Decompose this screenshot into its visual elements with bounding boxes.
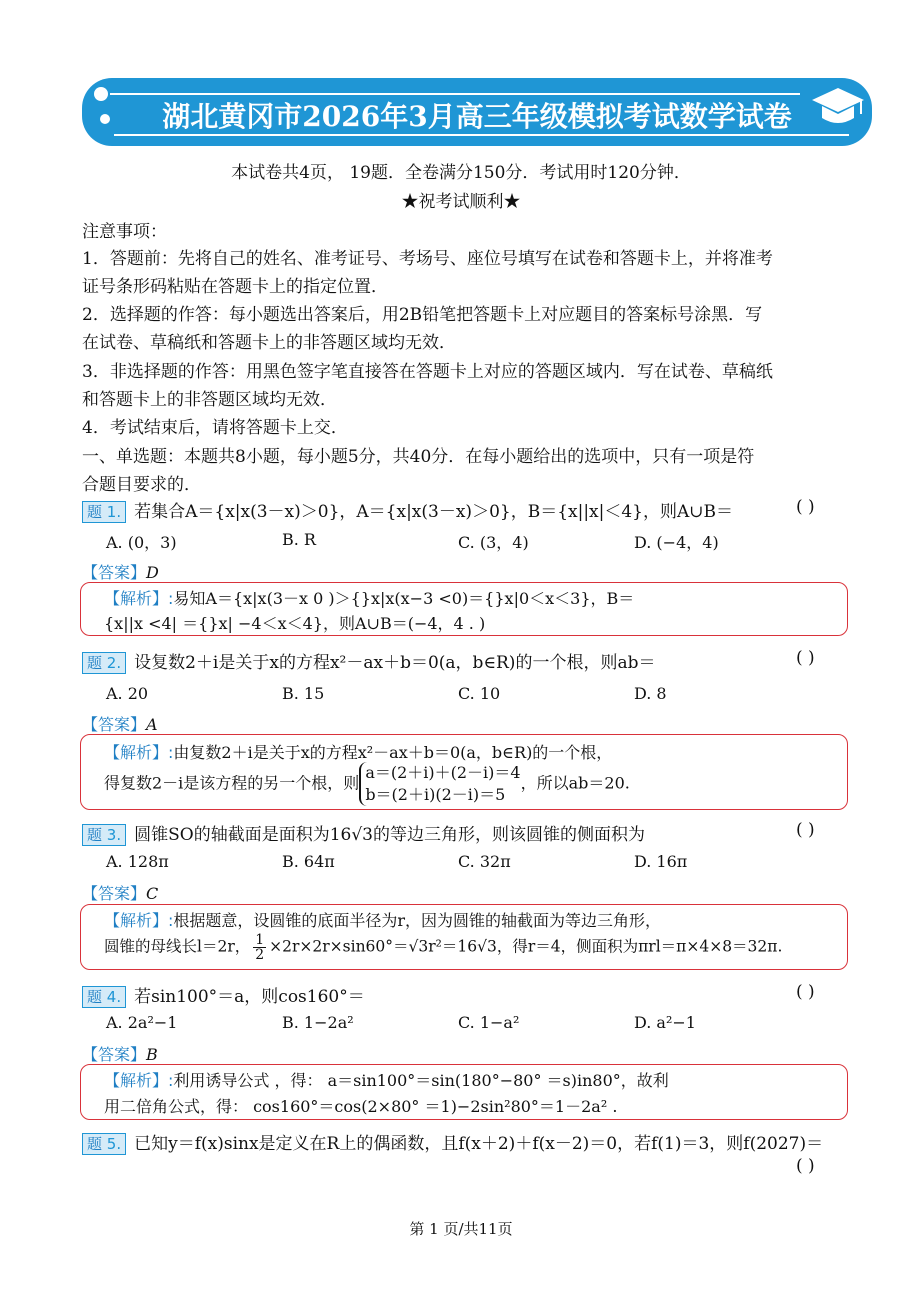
answer-paren: ( ): [796, 1156, 815, 1176]
option-c: C. 10: [458, 684, 501, 703]
question-4: [82, 982, 365, 1008]
answer-line: 【答案】A: [82, 715, 158, 734]
answer-paren: ( ): [796, 982, 815, 1002]
notice-title: 注意事项：: [82, 222, 167, 242]
answer-line: 【答案】D: [82, 563, 159, 582]
notice-2a: 2．选择题的作答：每小题选出答案后，用2B铅笔把答题卡上对应题目的答案标号涂黑．写: [82, 305, 763, 325]
answer-paren: ( ): [796, 820, 815, 840]
section-1-header-b: 合题目要求的．: [82, 475, 201, 495]
solution-line-1: 【解析】:易知A＝{x|x(3－x 0 )＞{}x|x(x−3 <0)＝{}x|0＜x＜3}，B＝: [104, 589, 635, 608]
option-a: A. 128π: [106, 852, 169, 871]
fraction: $\frac{1}{2}$: [255, 932, 265, 963]
exam-info: 本试卷共4页， 19题．全卷满分150分．考试用时120分钟．: [231, 163, 691, 183]
answer-paren: ( ): [796, 497, 815, 517]
equation-system: a＝(2＋i)＋(2－i)＝4 b＝(2＋i)(2－i)＝5: [359, 762, 520, 806]
question-stem: 设复数2＋i是关于x的方程x²－ax＋b＝0(a，b∈R)的一个根，则ab＝: [134, 653, 656, 673]
question-badge: 题 4.: [82, 986, 126, 1008]
title-banner: [82, 78, 872, 146]
option-c: C. (3，4): [458, 533, 529, 552]
question-2: [82, 648, 655, 674]
page-footer: 第 1 页/共11页: [409, 1220, 513, 1238]
question-3: [82, 820, 645, 846]
section-1-header-a: 一、单选题：本题共8小题，每小题5分，共40分．在每小题给出的选项中，只有一项是符: [82, 447, 755, 467]
solution-line-1: 【解析】:由复数2＋i是关于x的方程x²－ax＋b＝0(a，b∈R)的一个根，: [104, 743, 613, 762]
question-badge: 题 3.: [82, 824, 126, 846]
answer-line: 【答案】B: [82, 1045, 158, 1064]
good-luck-line: ★祝考试顺利★: [401, 192, 521, 212]
solution-line-1: 【解析】:根据题意，设圆锥的底面半径为r，因为圆锥的轴截面为等边三角形，: [104, 911, 662, 930]
solution-line-2: {x||x <4| ＝{}x| −4＜x＜4}，则A∪B＝(−4，4 . ): [104, 614, 486, 633]
option-c: C. 32π: [458, 852, 511, 871]
question-1: [82, 497, 733, 523]
solution-line-2: 得复数2－i是该方程的另一个根，则 a＝(2＋i)＋(2－i)＝4 b＝(2＋i)(2－i)＝5 ，所以ab＝20.: [104, 763, 630, 804]
question-stem: 若sin100°＝a，则cos160°＝: [134, 987, 365, 1007]
option-b: B. 15: [282, 684, 325, 703]
graduation-cap-icon: [810, 84, 866, 132]
question-badge: 题 2.: [82, 652, 126, 674]
notice-4: 4．考试结束后，请将答题卡上交．: [82, 418, 348, 438]
notice-1b: 证号条形码粘贴在答题卡上的指定位置．: [82, 277, 388, 297]
option-d: D. 8: [634, 684, 667, 703]
notice-3b: 和答题卡上的非答题区域均无效．: [82, 390, 337, 410]
option-d: D. 16π: [634, 852, 688, 871]
option-d: D. a²−1: [634, 1013, 696, 1032]
solution-line-2: 圆锥的母线长l＝2r， $\frac{1}{2}$ ×2r×2r×sin60°＝√3r²＝16√3，得r＝4，侧面积为πrl＝π×4×8＝32π.: [104, 932, 783, 963]
option-a: A. (0，3): [106, 533, 177, 552]
notice-3a: 3．非选择题的作答：用黑色签字笔直接答在答题卡上对应的答题区域内．写在试卷、草稿纸: [82, 362, 773, 382]
question-stem: 圆锥SO的轴截面是面积为16√3的等边三角形，则该圆锥的侧面积为: [134, 825, 645, 845]
answer-line: 【答案】C: [82, 884, 159, 903]
option-a: A. 20: [106, 684, 149, 703]
notice-1a: 1．答题前：先将自己的姓名、准考证号、考场号、座位号填写在试卷和答题卡上，并将准考: [82, 249, 773, 269]
question-stem: 若集合A＝{x|x(3－x)＞0}，A＝{x|x(3－x)＞0}，B＝{x||x|＜4}，则A∪B＝: [134, 502, 734, 522]
question-5: [82, 1129, 823, 1155]
answer-paren: ( ): [796, 648, 815, 668]
solution-line-1: 【解析】:利用诱导公式 ，得： a＝sin100°＝sin(180°−80° ＝s)in80°，故利: [104, 1071, 669, 1090]
exam-title: 湖北黄冈市2026年3月高三年级模拟考试数学试卷: [162, 100, 792, 133]
option-d: D. (−4，4): [634, 533, 719, 552]
option-c: C. 1−a²: [458, 1013, 520, 1032]
question-badge: 题 1.: [82, 501, 126, 523]
option-b: B. 1−2a²: [282, 1013, 354, 1032]
option-b: B. R: [282, 530, 316, 549]
question-badge: 题 5.: [82, 1133, 126, 1155]
notice-2b: 在试卷、草稿纸和答题卡上的非答题区域均无效．: [82, 333, 456, 353]
option-b: B. 64π: [282, 852, 335, 871]
option-a: A. 2a²−1: [106, 1013, 178, 1032]
question-stem: 已知y＝f(x)sinx是定义在R上的偶函数，且f(x＋2)＋f(x－2)＝0，若f(1)＝3，则f(2027)＝: [134, 1134, 824, 1154]
solution-line-2: 用二倍角公式，得： cos160°＝cos(2×80° ＝1)−2sin²80°＝1－2a² .: [104, 1097, 618, 1116]
